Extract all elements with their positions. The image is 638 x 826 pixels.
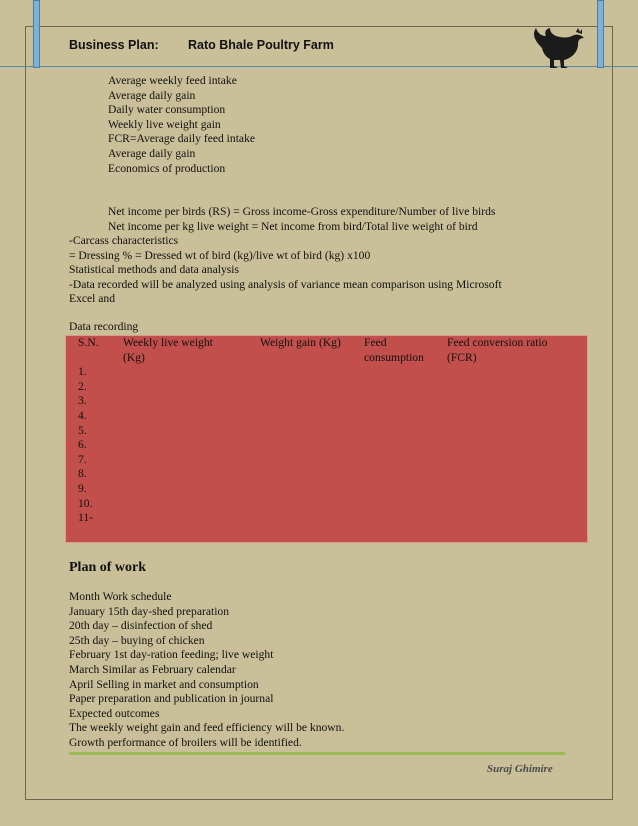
right-binder-tab [597, 0, 604, 68]
plan-item: 25th day – buying of chicken [69, 633, 205, 647]
table-row: 1. [78, 365, 87, 379]
analysis-line: -Data recorded will be analyzed using analysis of variance mean comparison using Microsoft [69, 277, 502, 291]
footer-rule [69, 752, 565, 755]
analysis-line: = Dressing % = Dressed wt of bird (kg)/live wt of bird (kg) x100 [69, 248, 371, 262]
table-row: 5. [78, 423, 87, 437]
column-header-weekly-live-weight: Weekly live weight (Kg) [123, 336, 213, 364]
plan-item: Expected outcomes [69, 706, 160, 720]
measure-item: Average weekly feed intake [108, 74, 237, 87]
plan-item: February 1st day-ration feeding; live weight [69, 648, 274, 662]
plan-item: Paper preparation and publication in journal [69, 692, 274, 706]
column-header-fcr: Feed conversion ratio (FCR) [447, 336, 548, 364]
plan-item: 20th day – disinfection of shed [69, 619, 213, 633]
plan-item: Month Work schedule [69, 590, 172, 603]
analysis-line: Excel and [69, 292, 116, 306]
measure-item: Average daily gain [108, 146, 196, 160]
measure-item: Economics of production [108, 161, 226, 175]
table-row: 4. [78, 408, 87, 422]
table-row: 9. [78, 481, 87, 495]
footer-author: Suraj Ghimire [487, 763, 553, 775]
table-row: 3. [78, 394, 87, 408]
table-row: 7. [78, 452, 87, 466]
plan-item: Growth performance of broilers will be identified. [69, 735, 302, 749]
data-recording-table [65, 335, 588, 543]
plan-item: January 15th day-shed preparation [69, 604, 230, 618]
analysis-line: Statistical methods and data analysis [69, 263, 240, 277]
formula-line: Net income per kg live weight = Net income from bird/Total live weight of bird [108, 219, 478, 233]
measures-list [108, 74, 255, 176]
plan-of-work-heading: Plan of work [69, 560, 146, 575]
measure-item: Weekly live weight gain [108, 117, 221, 131]
header-title: Rato Bhale Poultry Farm [188, 38, 334, 52]
plan-list [69, 590, 344, 751]
formulas [108, 205, 495, 234]
plan-item: April Selling in market and consumption [69, 677, 259, 691]
table-row: 8. [78, 467, 87, 481]
analysis-line: -Carcass characteristics [69, 234, 179, 247]
formula-line: Net income per birds (RS) = Gross income-Gross expenditure/Number of live birds [108, 205, 496, 218]
sn-column [66, 336, 124, 543]
measure-item: FCR=Average daily feed intake [108, 132, 256, 146]
column-header-feed-consumption: Feed consumption [364, 336, 424, 364]
measure-item: Daily water consumption [108, 103, 226, 117]
plan-item: The weekly weight gain and feed efficiency will be known. [69, 721, 345, 735]
table-row: 11- [78, 511, 94, 525]
table-caption: Data recording [69, 320, 139, 333]
table-row: 10. [78, 496, 93, 510]
analysis-text [69, 234, 502, 307]
table-row: 6. [78, 438, 87, 452]
plan-item: March Similar as February calendar [69, 662, 236, 676]
rooster-icon [528, 26, 586, 70]
column-header-sn: S.N. [78, 336, 99, 349]
left-binder-tab [33, 0, 40, 68]
column-header-weight-gain: Weight gain (Kg) [260, 336, 341, 349]
table-row: 2. [78, 379, 87, 393]
header-label: Business Plan: [69, 38, 159, 52]
measure-item: Average daily gain [108, 88, 196, 102]
